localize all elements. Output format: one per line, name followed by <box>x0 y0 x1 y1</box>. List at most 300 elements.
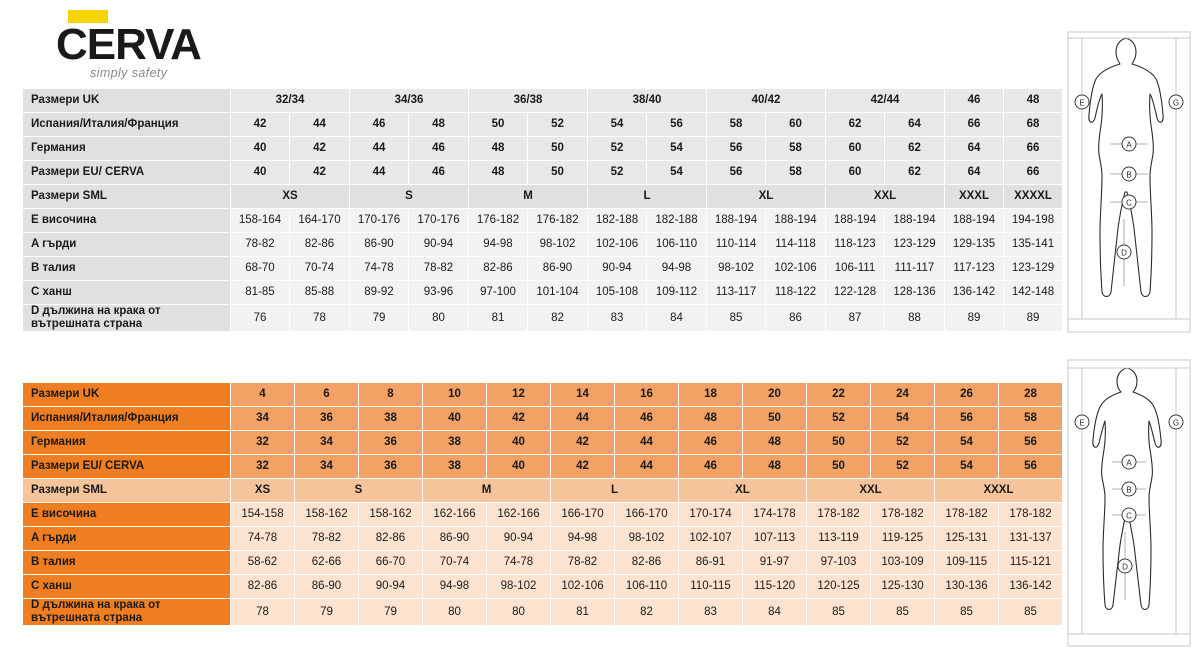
table-cell: 188-194 <box>945 209 1004 233</box>
table-cell: 52 <box>871 455 935 479</box>
table-cell: 158-162 <box>295 503 359 527</box>
svg-text:E: E <box>1079 98 1085 108</box>
table-cell: 78 <box>231 599 295 626</box>
table-cell: 170-174 <box>679 503 743 527</box>
table-cell: 80 <box>409 305 469 332</box>
table-cell: 54 <box>935 431 999 455</box>
table-cell: 91-97 <box>743 551 807 575</box>
table-cell: 174-178 <box>743 503 807 527</box>
row-label: B талия <box>23 551 231 575</box>
table-cell: 162-166 <box>423 503 487 527</box>
table-cell: 62 <box>885 137 945 161</box>
svg-text:A: A <box>1126 140 1132 150</box>
table-row <box>23 257 1063 281</box>
table-cell: 115-120 <box>743 575 807 599</box>
row-label: Размери EU/ CERVA <box>23 161 231 185</box>
table-cell: 82-86 <box>359 527 423 551</box>
table-cell: 50 <box>528 161 588 185</box>
table-cell: 46 <box>679 431 743 455</box>
table-cell: 82 <box>528 305 588 332</box>
table-cell: 50 <box>807 455 871 479</box>
table-cell: 40 <box>231 161 290 185</box>
table-cell: 34 <box>231 407 295 431</box>
table-cell: 113-119 <box>807 527 871 551</box>
table-row <box>23 599 1063 626</box>
table-cell: 62 <box>885 161 945 185</box>
table-cell: 89 <box>945 305 1004 332</box>
table-cell: 66 <box>1004 137 1063 161</box>
table-cell: 42 <box>290 161 350 185</box>
table-cell: 46 <box>350 113 409 137</box>
table-cell: 188-194 <box>826 209 885 233</box>
table-cell: 56 <box>647 113 707 137</box>
table-cell: 60 <box>826 137 885 161</box>
table-cell: 70-74 <box>423 551 487 575</box>
group-cell: L <box>551 479 679 503</box>
group-cell: XS <box>231 479 295 503</box>
table-cell: 106-111 <box>826 257 885 281</box>
table-cell: 90-94 <box>487 527 551 551</box>
svg-text:C: C <box>1126 511 1132 521</box>
table-cell: 136-142 <box>945 281 1004 305</box>
table-cell: 66-70 <box>359 551 423 575</box>
table-cell: 109-115 <box>935 551 999 575</box>
table-cell: 98-102 <box>707 257 766 281</box>
row-label: Размери UK <box>23 383 231 407</box>
table-cell: 54 <box>647 137 707 161</box>
table-row <box>23 113 1063 137</box>
table-cell: 82-86 <box>615 551 679 575</box>
row-label: Размери EU/ CERVA <box>23 455 231 479</box>
table-cell: 83 <box>679 599 743 626</box>
table-cell: 131-137 <box>999 527 1063 551</box>
table-cell: 78-82 <box>409 257 469 281</box>
table-cell: 40 <box>487 431 551 455</box>
table-cell: 105-108 <box>588 281 647 305</box>
table-cell: 101-104 <box>528 281 588 305</box>
table-cell: 178-182 <box>871 503 935 527</box>
table-cell: 162-166 <box>487 503 551 527</box>
table-cell: 46 <box>409 137 469 161</box>
group-cell: XXL <box>807 479 935 503</box>
table-cell: 74-78 <box>231 527 295 551</box>
table-row <box>23 137 1063 161</box>
table-cell: 90-94 <box>588 257 647 281</box>
row-label: A гърди <box>23 527 231 551</box>
table-cell: 62 <box>826 113 885 137</box>
table-cell: 176-182 <box>469 209 528 233</box>
table-cell: 182-188 <box>647 209 707 233</box>
table-cell: 79 <box>350 305 409 332</box>
logo-wordmark: CERVA <box>56 20 201 69</box>
table-cell: 83 <box>588 305 647 332</box>
female-measurement-figure <box>1062 352 1196 652</box>
table-cell: 98-102 <box>615 527 679 551</box>
table-cell: 24 <box>871 383 935 407</box>
table-cell: 32 <box>231 455 295 479</box>
table-cell: 114-118 <box>766 233 826 257</box>
mens-size-table <box>22 88 1063 332</box>
table-cell: 86-90 <box>423 527 487 551</box>
table-cell: 54 <box>588 113 647 137</box>
table-row <box>23 527 1063 551</box>
table-cell: 120-125 <box>807 575 871 599</box>
group-cell: XS <box>231 185 350 209</box>
group-cell: 36/38 <box>469 89 588 113</box>
table-cell: 166-170 <box>551 503 615 527</box>
table-cell: 22 <box>807 383 871 407</box>
table-cell: 8 <box>359 383 423 407</box>
table-cell: 66 <box>945 113 1004 137</box>
table-cell: 46 <box>615 407 679 431</box>
table-cell: 117-123 <box>945 257 1004 281</box>
group-cell: 32/34 <box>231 89 350 113</box>
table-cell: 58 <box>999 407 1063 431</box>
table-cell: 94-98 <box>469 233 528 257</box>
table-cell: 56 <box>999 431 1063 455</box>
table-cell: 6 <box>295 383 359 407</box>
table-cell: 50 <box>807 431 871 455</box>
table-cell: 42 <box>487 407 551 431</box>
table-cell: 42 <box>231 113 290 137</box>
table-cell: 102-106 <box>551 575 615 599</box>
table-row <box>23 431 1063 455</box>
table-cell: 136-142 <box>999 575 1063 599</box>
group-cell: XL <box>707 185 826 209</box>
table-cell: 94-98 <box>647 257 707 281</box>
table-cell: 56 <box>935 407 999 431</box>
table-cell: 48 <box>469 161 528 185</box>
table-cell: 125-131 <box>935 527 999 551</box>
group-cell: M <box>423 479 551 503</box>
table-cell: 80 <box>487 599 551 626</box>
table-cell: 82 <box>615 599 679 626</box>
table-cell: 97-103 <box>807 551 871 575</box>
table-cell: 46 <box>679 455 743 479</box>
svg-text:C: C <box>1126 198 1132 208</box>
table-cell: 130-136 <box>935 575 999 599</box>
table-cell: 34 <box>295 431 359 455</box>
table-cell: 44 <box>615 455 679 479</box>
table-cell: 106-110 <box>615 575 679 599</box>
table-cell: 40 <box>231 137 290 161</box>
table-cell: 82-86 <box>231 575 295 599</box>
table-cell: 50 <box>469 113 528 137</box>
table-cell: 16 <box>615 383 679 407</box>
group-cell: 34/36 <box>350 89 469 113</box>
table-cell: 54 <box>647 161 707 185</box>
table-cell: 64 <box>945 137 1004 161</box>
table-cell: 36 <box>359 455 423 479</box>
table-cell: 78-82 <box>551 551 615 575</box>
table-cell: 107-113 <box>743 527 807 551</box>
table-cell: 18 <box>679 383 743 407</box>
table-cell: 50 <box>528 137 588 161</box>
svg-text:B: B <box>1126 170 1132 180</box>
table-row <box>23 479 1063 503</box>
table-cell: 70-74 <box>290 257 350 281</box>
table-cell: 42 <box>290 137 350 161</box>
table-cell: 68 <box>1004 113 1063 137</box>
row-label: B талия <box>23 257 231 281</box>
group-cell: 42/44 <box>826 89 945 113</box>
table-cell: 103-109 <box>871 551 935 575</box>
row-label: Испания/Италия/Франция <box>23 407 231 431</box>
table-cell: 52 <box>588 137 647 161</box>
table-cell: 78 <box>290 305 350 332</box>
table-row <box>23 503 1063 527</box>
table-cell: 81 <box>551 599 615 626</box>
table-cell: 85 <box>807 599 871 626</box>
table-cell: 86-90 <box>350 233 409 257</box>
table-cell: 14 <box>551 383 615 407</box>
table-cell: 123-129 <box>1004 257 1063 281</box>
table-cell: 109-112 <box>647 281 707 305</box>
table-cell: 81 <box>469 305 528 332</box>
table-cell: 36 <box>359 431 423 455</box>
row-label: A гърди <box>23 233 231 257</box>
table-cell: 85 <box>999 599 1063 626</box>
group-cell: XXXXL <box>1004 185 1063 209</box>
table-cell: 74-78 <box>350 257 409 281</box>
table-cell: 36 <box>295 407 359 431</box>
table-cell: 85-88 <box>290 281 350 305</box>
table-cell: 79 <box>295 599 359 626</box>
table-cell: 89-92 <box>350 281 409 305</box>
group-cell: 38/40 <box>588 89 707 113</box>
svg-text:A: A <box>1126 458 1132 468</box>
table-cell: 56 <box>999 455 1063 479</box>
table-cell: 90-94 <box>359 575 423 599</box>
table-cell: 79 <box>359 599 423 626</box>
table-cell: 135-141 <box>1004 233 1063 257</box>
table-cell: 178-182 <box>807 503 871 527</box>
row-label: E височина <box>23 209 231 233</box>
table-cell: 86 <box>766 305 826 332</box>
table-row <box>23 89 1063 113</box>
group-cell: 40/42 <box>707 89 826 113</box>
table-row <box>23 281 1063 305</box>
group-cell: S <box>350 185 469 209</box>
table-cell: 82-86 <box>290 233 350 257</box>
table-cell: 98-102 <box>487 575 551 599</box>
row-label: Испания/Италия/Франция <box>23 113 231 137</box>
table-cell: 76 <box>231 305 290 332</box>
table-cell: 86-90 <box>528 257 588 281</box>
table-cell: 81-85 <box>231 281 290 305</box>
table-cell: 28 <box>999 383 1063 407</box>
table-cell: 113-117 <box>707 281 766 305</box>
table-row <box>23 551 1063 575</box>
table-cell: 40 <box>487 455 551 479</box>
table-cell: 154-158 <box>231 503 295 527</box>
group-cell: S <box>295 479 423 503</box>
group-cell: XXXL <box>945 185 1004 209</box>
table-cell: 84 <box>647 305 707 332</box>
table-cell: 44 <box>290 113 350 137</box>
table-cell: 129-135 <box>945 233 1004 257</box>
table-cell: 82-86 <box>469 257 528 281</box>
womens-size-table <box>22 382 1063 626</box>
table-cell: 80 <box>423 599 487 626</box>
table-cell: 97-100 <box>469 281 528 305</box>
row-label: D дължина на крака от вътрешната страна <box>23 305 231 332</box>
table-cell: 84 <box>743 599 807 626</box>
table-cell: 48 <box>679 407 743 431</box>
table-cell: 20 <box>743 383 807 407</box>
table-cell: 158-164 <box>231 209 290 233</box>
table-cell: 68-70 <box>231 257 290 281</box>
table-cell: 122-128 <box>826 281 885 305</box>
table-cell: 194-198 <box>1004 209 1063 233</box>
table-cell: 125-130 <box>871 575 935 599</box>
table-cell: 56 <box>707 137 766 161</box>
svg-text:E: E <box>1079 418 1085 428</box>
table-cell: 60 <box>826 161 885 185</box>
table-cell: 85 <box>707 305 766 332</box>
table-cell: 44 <box>615 431 679 455</box>
table-cell: 78-82 <box>295 527 359 551</box>
row-label: Германия <box>23 431 231 455</box>
table-cell: 89 <box>1004 305 1063 332</box>
table-cell: 166-170 <box>615 503 679 527</box>
table-cell: 176-182 <box>528 209 588 233</box>
table-cell: 58-62 <box>231 551 295 575</box>
table-cell: 44 <box>350 161 409 185</box>
cerva-logo <box>28 8 228 80</box>
table-row <box>23 209 1063 233</box>
table-cell: 90-94 <box>409 233 469 257</box>
table-cell: 87 <box>826 305 885 332</box>
table-row <box>23 455 1063 479</box>
row-label: C ханш <box>23 281 231 305</box>
table-cell: 178-182 <box>999 503 1063 527</box>
table-cell: 128-136 <box>885 281 945 305</box>
row-label: E височина <box>23 503 231 527</box>
table-cell: 42 <box>551 431 615 455</box>
table-cell: 58 <box>707 113 766 137</box>
table-cell: 93-96 <box>409 281 469 305</box>
table-cell: 142-148 <box>1004 281 1063 305</box>
table-cell: 52 <box>807 407 871 431</box>
group-cell: XXXL <box>935 479 1063 503</box>
table-cell: 50 <box>743 407 807 431</box>
table-cell: 58 <box>766 137 826 161</box>
table-cell: 170-176 <box>350 209 409 233</box>
table-cell: 10 <box>423 383 487 407</box>
table-cell: 66 <box>1004 161 1063 185</box>
table-cell: 52 <box>588 161 647 185</box>
table-cell: 110-115 <box>679 575 743 599</box>
table-cell: 62-66 <box>295 551 359 575</box>
table-cell: 188-194 <box>707 209 766 233</box>
row-label: Размери SML <box>23 185 231 209</box>
table-cell: 110-114 <box>707 233 766 257</box>
group-cell: 46 <box>945 89 1004 113</box>
table-cell: 85 <box>935 599 999 626</box>
table-cell: 44 <box>350 137 409 161</box>
row-label: Размери SML <box>23 479 231 503</box>
table-cell: 106-110 <box>647 233 707 257</box>
group-cell: 48 <box>1004 89 1063 113</box>
group-cell: XL <box>679 479 807 503</box>
male-measurement-figure <box>1062 24 1196 340</box>
table-cell: 118-122 <box>766 281 826 305</box>
svg-text:B: B <box>1126 485 1132 495</box>
table-cell: 12 <box>487 383 551 407</box>
table-cell: 52 <box>528 113 588 137</box>
table-row <box>23 575 1063 599</box>
table-cell: 38 <box>423 431 487 455</box>
table-cell: 54 <box>935 455 999 479</box>
table-cell: 46 <box>409 161 469 185</box>
table-cell: 38 <box>359 407 423 431</box>
table-row <box>23 383 1063 407</box>
table-cell: 34 <box>295 455 359 479</box>
table-row <box>23 407 1063 431</box>
table-cell: 26 <box>935 383 999 407</box>
table-cell: 102-106 <box>766 257 826 281</box>
table-cell: 42 <box>551 455 615 479</box>
table-cell: 115-121 <box>999 551 1063 575</box>
table-cell: 78-82 <box>231 233 290 257</box>
svg-text:D: D <box>1121 248 1127 258</box>
table-cell: 158-162 <box>359 503 423 527</box>
table-cell: 52 <box>871 431 935 455</box>
table-cell: 94-98 <box>551 527 615 551</box>
table-cell: 188-194 <box>766 209 826 233</box>
group-cell: M <box>469 185 588 209</box>
table-cell: 118-123 <box>826 233 885 257</box>
table-cell: 94-98 <box>423 575 487 599</box>
table-cell: 58 <box>766 161 826 185</box>
svg-text:D: D <box>1122 562 1128 572</box>
table-cell: 164-170 <box>290 209 350 233</box>
table-cell: 111-117 <box>885 257 945 281</box>
table-cell: 40 <box>423 407 487 431</box>
table-cell: 182-188 <box>588 209 647 233</box>
table-cell: 56 <box>707 161 766 185</box>
table-cell: 4 <box>231 383 295 407</box>
table-cell: 54 <box>871 407 935 431</box>
logo-tagline: simply safety <box>90 66 168 80</box>
table-row <box>23 161 1063 185</box>
table-cell: 178-182 <box>935 503 999 527</box>
table-cell: 48 <box>469 137 528 161</box>
svg-text:G: G <box>1172 98 1180 108</box>
table-cell: 86-90 <box>295 575 359 599</box>
table-cell: 32 <box>231 431 295 455</box>
table-cell: 64 <box>885 113 945 137</box>
table-cell: 88 <box>885 305 945 332</box>
table-cell: 38 <box>423 455 487 479</box>
table-cell: 119-125 <box>871 527 935 551</box>
table-row <box>23 185 1063 209</box>
table-row <box>23 305 1063 332</box>
table-cell: 98-102 <box>528 233 588 257</box>
table-cell: 102-107 <box>679 527 743 551</box>
table-cell: 188-194 <box>885 209 945 233</box>
group-cell: XXL <box>826 185 945 209</box>
table-cell: 86-91 <box>679 551 743 575</box>
table-cell: 85 <box>871 599 935 626</box>
table-cell: 48 <box>743 431 807 455</box>
table-row <box>23 233 1063 257</box>
svg-text:G: G <box>1172 418 1180 428</box>
row-label: D дължина на крака от вътрешната страна <box>23 599 231 626</box>
table-cell: 44 <box>551 407 615 431</box>
table-cell: 102-106 <box>588 233 647 257</box>
